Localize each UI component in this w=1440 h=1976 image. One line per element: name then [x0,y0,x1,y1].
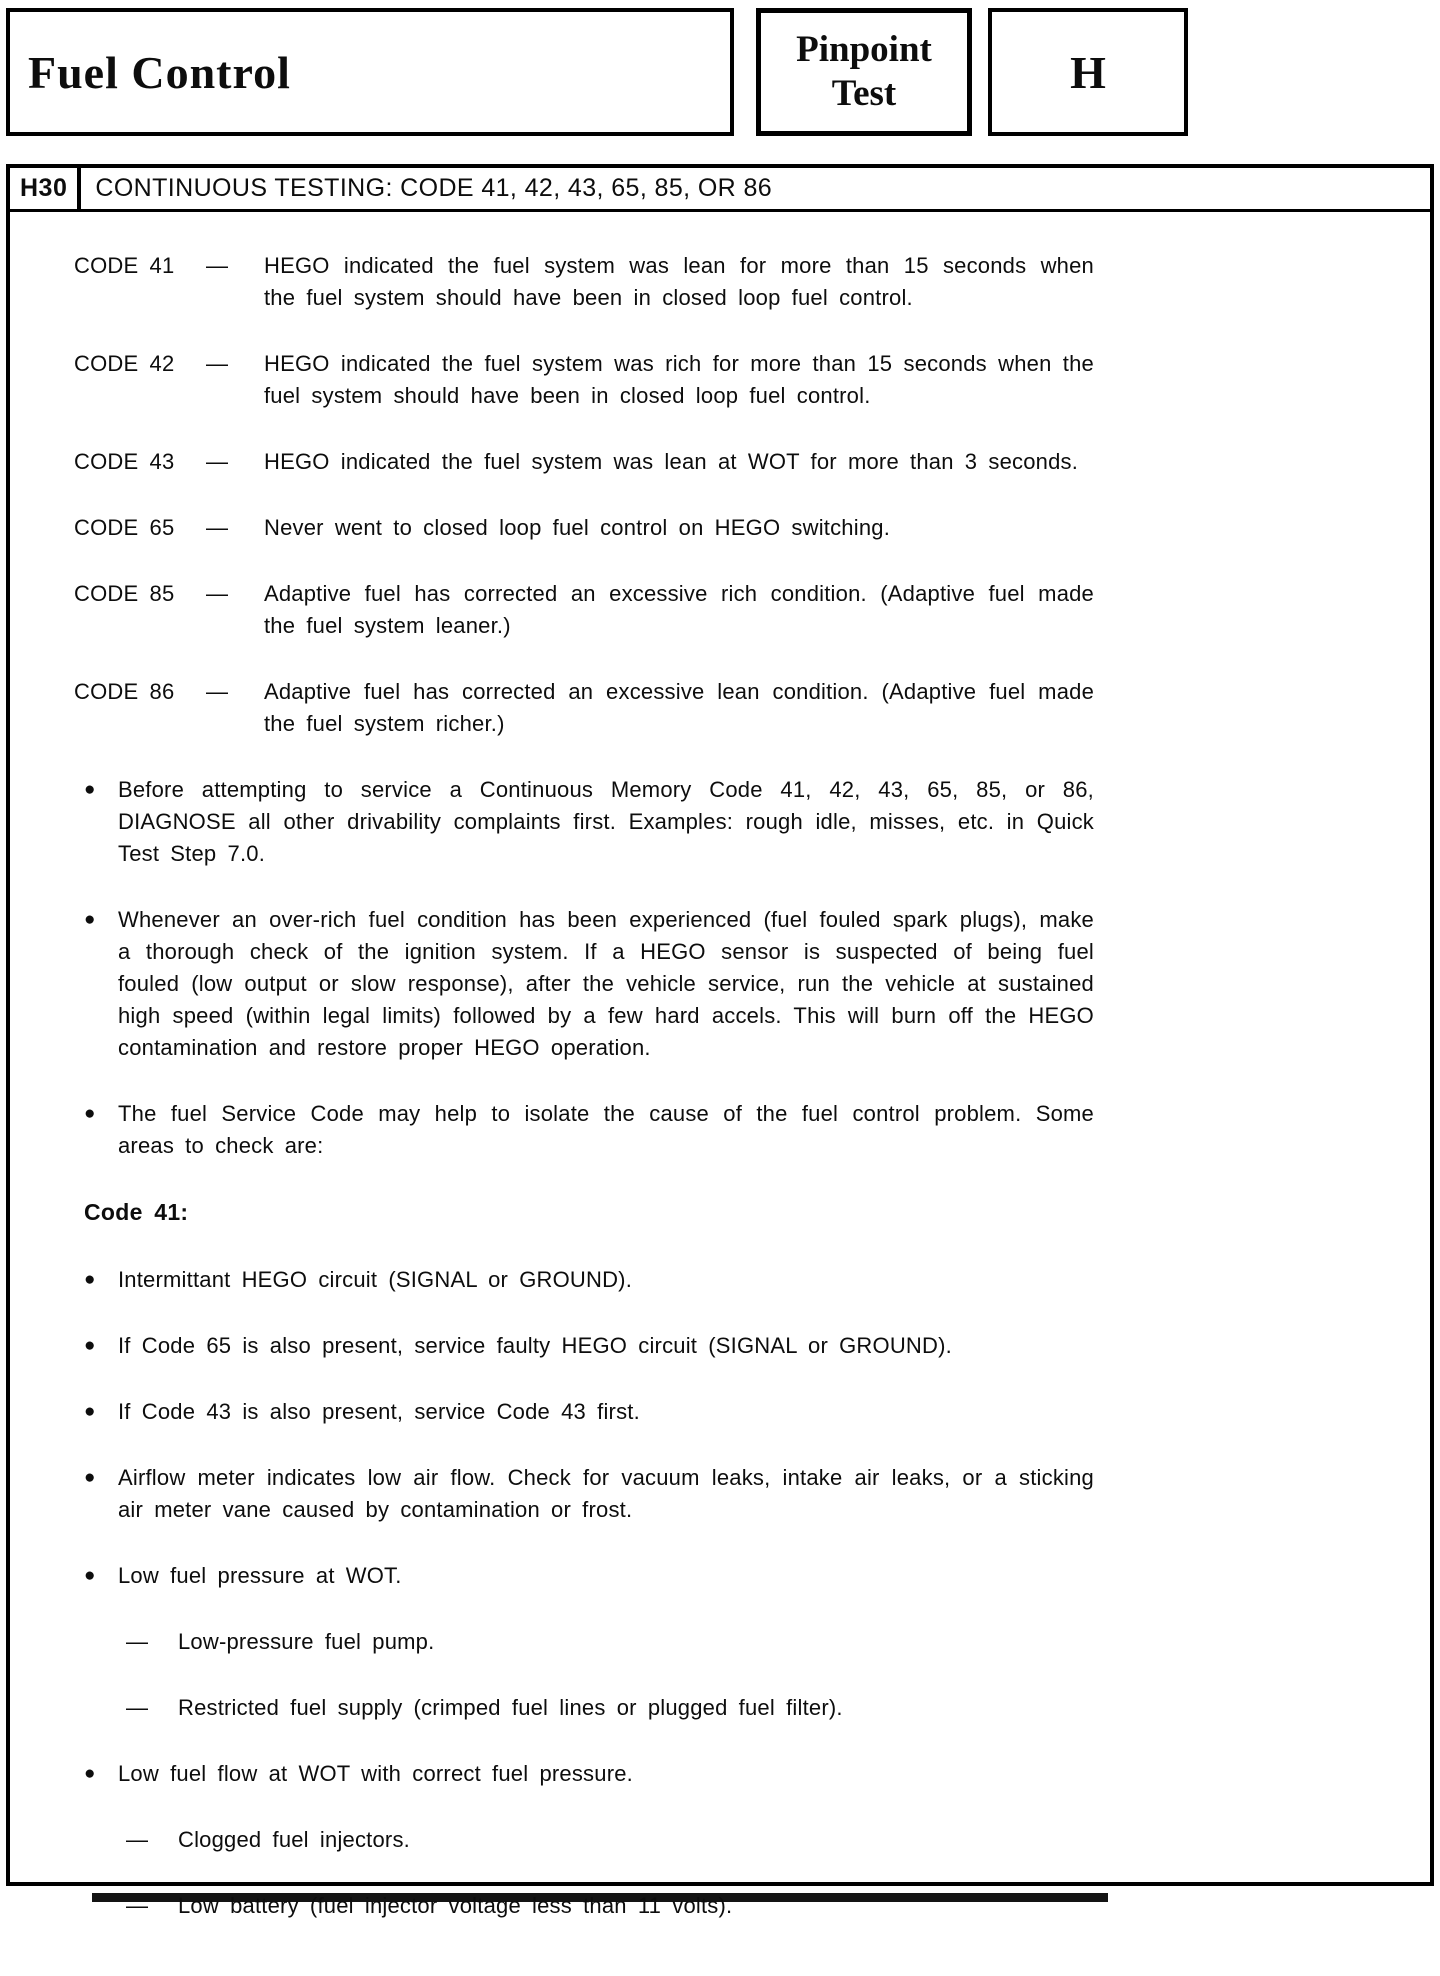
dash-separator: — [126,1629,149,1654]
checklist-sub-item-text: Restricted fuel supply (crimped fuel lines or plugged fuel filter). [178,1695,843,1720]
code-label: CODE 42 [74,351,175,376]
dash-separator: — [206,351,229,376]
checklist-sub-item-text: Low battery (fuel injector voltage less than 11 volts). [178,1893,733,1918]
checklist-sub-item-row [126,1824,1094,1856]
checklist-item-text: Low fuel flow at WOT with correct fuel pressure. [118,1761,633,1786]
dash-separator: — [206,679,229,704]
note-bullet-row [84,774,1094,870]
header-spacer [734,8,756,136]
bullet-icon: ● [84,909,96,930]
code-description: Never went to closed loop fuel control on HEGO switching. [264,515,891,540]
code-definition-row [74,578,1094,642]
bullet-icon: ● [84,1565,96,1586]
checklist-sub-item-row [126,1626,1094,1658]
code-description: HEGO indicated the fuel system was lean for more than 15 seconds when the fuel system should have been in closed loop fuel control. [264,253,1094,310]
code-description: HEGO indicated the fuel system was rich for more than 15 seconds when the fuel system should have been in closed loop fuel control. [264,351,1094,408]
section-letter: H [1070,46,1106,98]
checklist-sub-item-row [126,1692,1094,1724]
checklist-bullet-row [84,1560,1094,1592]
dash-separator: — [206,515,229,540]
dash-separator: — [206,253,229,278]
title-box [6,8,734,136]
checklist-item-text: If Code 43 is also present, service Code 43 first. [118,1399,640,1424]
bullet-icon: ● [84,1763,96,1784]
dash-separator: — [126,1827,149,1852]
checklist-bullet-row [84,1758,1094,1790]
checklist-bullet-row [84,1264,1094,1296]
section-header-bar [10,168,1430,212]
checklist-sub-item-text: Clogged fuel injectors. [178,1827,410,1852]
bullet-icon: ● [84,779,96,800]
checklist-bullet-row [84,1396,1094,1428]
note-text: The fuel Service Code may help to isolate the cause of the fuel control problem. Some areas to check are: [118,1101,1094,1158]
pinpoint-label-line1: Pinpoint [796,29,932,71]
code-definition-row [74,512,1094,544]
section-letter-box [988,8,1188,136]
section-step-code: H30 [10,168,81,209]
dash-separator: — [126,1893,149,1918]
dash-separator: — [206,449,229,474]
note-bullet-row [84,1098,1094,1162]
checklist-item-text: If Code 65 is also present, service faulty HEGO circuit (SIGNAL or GROUND). [118,1333,952,1358]
bullet-icon: ● [84,1401,96,1422]
code-label: CODE 43 [74,449,175,474]
page-header [0,0,1440,136]
dash-separator: — [206,581,229,606]
bullet-icon: ● [84,1335,96,1356]
checklist-item-text: Intermittant HEGO circuit (SIGNAL or GROUND). [118,1267,633,1292]
checklist-item-text: Low fuel pressure at WOT. [118,1563,402,1588]
note-text: Whenever an over-rich fuel condition has been experienced (fuel fouled spark plugs), make a thorough check of the ignition system. If a HEGO sensor is suspected of being fuel fouled (low output or slow response), after the vehicle service, run the vehicle at sustained high speed (within legal limits) followed by a few hard accels. This will burn off the HEGO contamination and restore proper HEGO operation. [118,907,1094,1060]
code41-heading: Code 41: [84,1199,189,1225]
pinpoint-test-content-box [6,164,1434,1918]
pinpoint-test-box [756,8,972,136]
code-label: CODE 65 [74,515,175,540]
code-definition-row [74,676,1094,740]
checklist-bullet-row [84,1330,1094,1362]
code-description: Adaptive fuel has corrected an excessive lean condition. (Adaptive fuel made the fuel system richer.) [264,679,1094,736]
bullet-icon: ● [84,1269,96,1290]
section-body [10,212,1430,1976]
checklist-item-text: Airflow meter indicates low air flow. Check for vacuum leaks, intake air leaks, or a sticking air meter vane caused by contamination or frost. [118,1465,1094,1522]
bullet-icon: ● [84,1103,96,1124]
header-spacer [972,8,988,136]
note-text: Before attempting to service a Continuous Memory Code 41, 42, 43, 65, 85, or 86, DIAGNOSE all other drivability complaints first. Examples: rough idle, misses, etc. in Quick Test Step 7.0. [118,777,1094,866]
code-definition-row [74,446,1094,478]
note-bullet-row [84,904,1094,1064]
code-label: CODE 86 [74,679,175,704]
checklist-bullet-row [84,1462,1094,1526]
checklist-sub-item-text: Low-pressure fuel pump. [178,1629,435,1654]
code-label: CODE 41 [74,253,175,278]
code-definition-row [74,348,1094,412]
bullet-icon: ● [84,1467,96,1488]
page-title: Fuel Control [28,46,291,98]
pinpoint-label-line2: Test [831,73,897,114]
dash-separator: — [126,1695,149,1720]
code-label: CODE 85 [74,581,175,606]
checklist-sub-item-row [126,1890,1094,1922]
code-definition-row [74,250,1094,314]
section-title: CONTINUOUS TESTING: CODE 41, 42, 43, 65, 85, OR 86 [95,174,773,202]
code-description: Adaptive fuel has corrected an excessive rich condition. (Adaptive fuel made the fuel system leaner.) [264,581,1094,638]
code-description: HEGO indicated the fuel system was lean at WOT for more than 3 seconds. [264,449,1079,474]
